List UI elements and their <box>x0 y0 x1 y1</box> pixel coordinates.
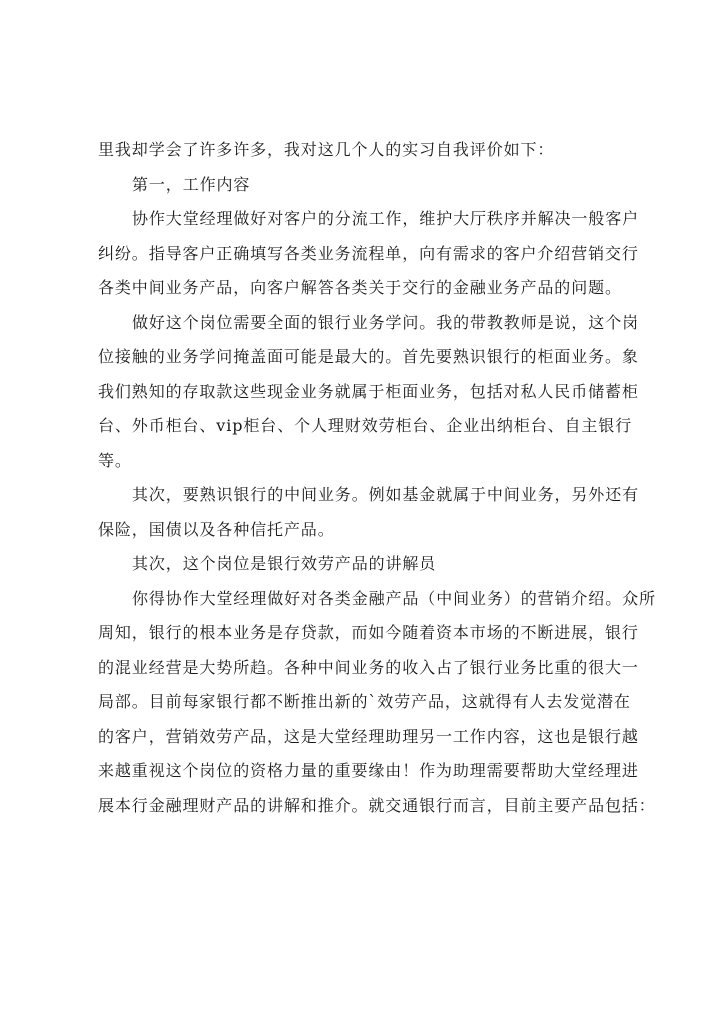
text-line: 我们熟知的存取款这些现金业务就属于柜面业务，包括对私人民币储蓄柜 <box>98 381 639 401</box>
document-body <box>98 133 656 823</box>
text-line: 做好这个岗位需要全面的银行业务学问。我的带教教师是说，这个岗 <box>132 312 640 332</box>
section-heading: 其次，这个岗位是银行效劳产品的讲解员 <box>132 554 437 573</box>
text-line: 纠纷。指导客户正确填写各类业务流程单，向有需求的客户介绍营销交行 <box>98 243 639 263</box>
text-line: 各类中间业务产品，向客户解答各类关于交行的金融业务产品的问题。 <box>98 278 622 297</box>
text-line: 保险，国债以及各种信托产品。 <box>98 519 335 539</box>
text-line: 的客户，营销效劳产品，这是大堂经理助理另一工作内容，这也是银行越 <box>98 726 639 746</box>
text-line: 协作大堂经理做好对客户的分流工作，维护大厅秩序并解决一般客户 <box>132 209 640 228</box>
text-line: 的混业经营是大势所趋。各种中间业务的收入占了银行业务比重的很大一 <box>98 657 639 677</box>
text-line: 等。 <box>98 450 132 470</box>
text-line: 其次，要熟识银行的中间业务。例如基金就属于中间业务，另外还有 <box>132 485 640 504</box>
text-line: 里我却学会了许多许多，我对这几个人的实习自我评价如下： <box>98 140 555 159</box>
text-line: 你得协作大堂经理做好对各类金融产品（中间业务）的营销介绍。众所 <box>132 588 656 608</box>
text-line: 展本行金融理财产品的讲解和推介。就交通银行而言，目前主要产品包括： <box>98 795 656 815</box>
text-line: 周知，银行的根本业务是存贷款，而如今随着资本市场的不断进展，银行 <box>98 623 639 642</box>
section-heading: 第一，工作内容 <box>132 174 251 194</box>
text-line: 来越重视这个岗位的资格力量的重要缘由！作为助理需要帮助大堂经理进 <box>98 761 639 780</box>
text-line: 位接触的业务学问掩盖面可能是最大的。首先要熟识银行的柜面业务。象 <box>98 347 639 366</box>
text-line: 局部。目前每家银行都不断推出新的`效劳产品，这就得有人去发觉潜在 <box>98 692 631 711</box>
text-line: 台、外币柜台、vip柜台、个人理财效劳柜台、企业出纳柜台、自主银行 <box>98 416 633 435</box>
